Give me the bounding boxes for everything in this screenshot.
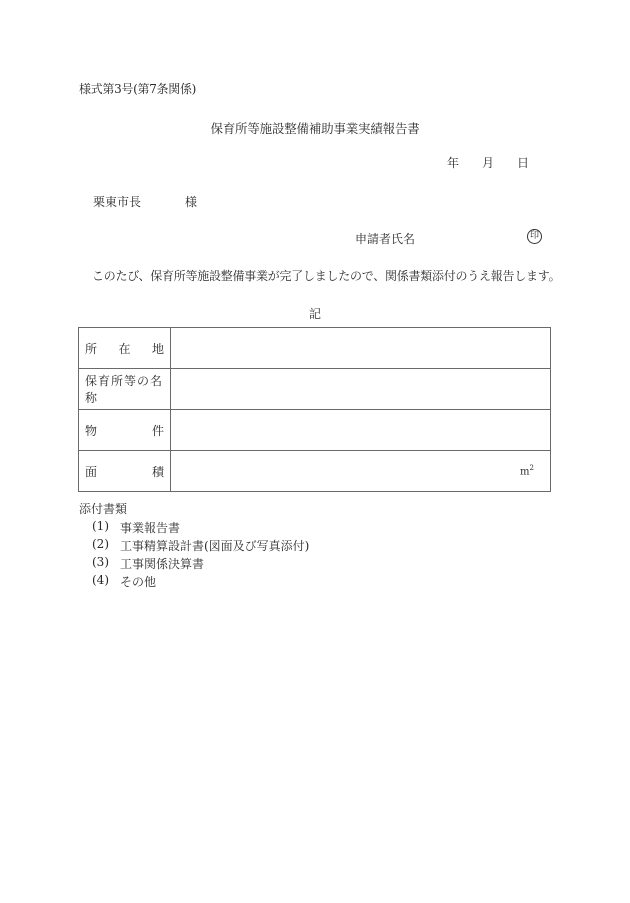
- table-row-property: [79, 410, 551, 451]
- label-char: 地: [151, 341, 164, 356]
- area-value-field[interactable]: [171, 451, 551, 492]
- label-text: 保育所等の名称: [85, 374, 164, 405]
- attachment-text: 工事精算設計書(図面及び写真添付): [120, 539, 310, 553]
- addressee-name: 栗東市長: [93, 195, 142, 209]
- attachment-number: (3): [92, 555, 109, 569]
- attachment-item: [0, 519, 630, 535]
- attachment-item: [0, 537, 630, 553]
- attachment-number: (1): [92, 519, 109, 533]
- ki-heading: 記: [308, 307, 321, 321]
- unit-base: m: [520, 466, 530, 478]
- attachment-item: [0, 555, 630, 571]
- table-row-location: [79, 328, 551, 369]
- addressee-honorific: 様: [185, 195, 198, 209]
- attachment-text: 工事関係決算書: [120, 557, 205, 571]
- details-table: [78, 327, 551, 492]
- facility-name-label: [79, 369, 171, 410]
- table-row-area: [79, 451, 551, 492]
- label-char: 物: [85, 423, 98, 438]
- location-value-field[interactable]: [171, 328, 551, 369]
- form-number: 様式第3号(第7条関係): [79, 82, 197, 96]
- area-label: [79, 451, 171, 492]
- attachment-number: (4): [92, 573, 109, 587]
- attachment-item: [0, 573, 630, 589]
- location-label: [79, 328, 171, 369]
- date-year-label: 年: [447, 156, 460, 170]
- date-day-label: 日: [517, 156, 530, 170]
- label-char: 積: [151, 464, 164, 479]
- attachments-heading: 添付書類: [79, 502, 128, 516]
- label-char: 在: [118, 341, 131, 356]
- property-label: [79, 410, 171, 451]
- attachment-text: 事業報告書: [120, 521, 181, 535]
- applicant-name-label: 申請者氏名: [355, 232, 416, 246]
- document-title: 保育所等施設整備補助事業実績報告書: [210, 121, 420, 136]
- report-statement: このたび、保育所等施設整備事業が完了しましたので、関係書類添付のうえ報告します。: [92, 269, 561, 283]
- label-char: 所: [85, 341, 98, 356]
- label-char: 面: [85, 464, 98, 479]
- attachment-number: (2): [92, 537, 109, 551]
- property-value-field[interactable]: [171, 410, 551, 451]
- label-char: 件: [151, 423, 164, 438]
- facility-name-value-field[interactable]: [171, 369, 551, 410]
- date-month-label: 月: [482, 156, 495, 170]
- square-meter-unit: [520, 464, 534, 477]
- table-row-facility-name: [79, 369, 551, 410]
- unit-superscript: 2: [529, 464, 534, 472]
- attachment-text: その他: [120, 575, 157, 589]
- seal-icon: 印: [527, 229, 542, 244]
